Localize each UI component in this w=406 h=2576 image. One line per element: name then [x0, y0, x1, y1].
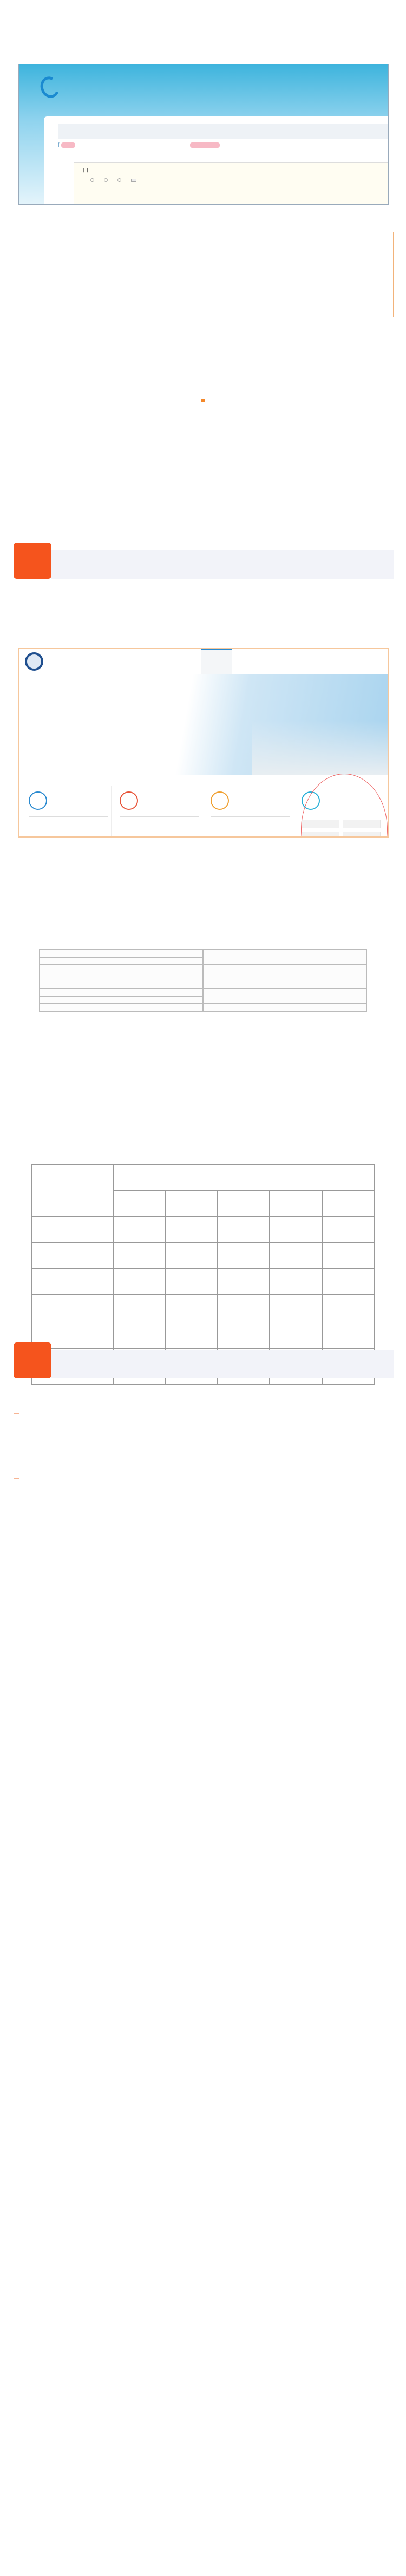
row-label — [32, 1268, 113, 1294]
nav-exam-news[interactable] — [232, 649, 262, 674]
table-cell — [203, 965, 366, 989]
rating-very-satisfied[interactable] — [90, 178, 96, 183]
jx-logo-icon — [37, 74, 62, 100]
rate-button[interactable] — [131, 179, 136, 182]
table-header — [218, 1190, 270, 1216]
table-row — [32, 1216, 374, 1242]
table-cell — [203, 1004, 366, 1011]
subject-tag-primary — [14, 1478, 19, 1479]
subject-tag-kindergarten — [14, 1413, 19, 1414]
table-cell — [40, 996, 203, 1004]
check-icon — [165, 1268, 217, 1294]
consult-panel — [44, 116, 388, 204]
table-row — [32, 1294, 374, 1348]
table-header — [32, 1164, 113, 1216]
section-number — [14, 543, 51, 579]
consult-number — [190, 142, 220, 148]
card-exam-intro[interactable] — [25, 786, 112, 838]
row-label — [32, 1294, 113, 1348]
check-icon — [218, 1294, 270, 1348]
check-icon — [113, 1216, 165, 1242]
table-row — [32, 1268, 374, 1294]
table-cell — [40, 950, 203, 957]
table-cell — [40, 965, 203, 989]
table-cell — [203, 989, 366, 1004]
table-cell — [203, 950, 366, 965]
rating-satisfied[interactable] — [104, 178, 110, 183]
consult-bar — [58, 124, 388, 139]
section-header-1 — [14, 543, 394, 579]
check-icon — [218, 1268, 270, 1294]
city-illustration — [252, 721, 388, 775]
check-icon — [270, 1294, 322, 1348]
ntce-header — [19, 649, 388, 674]
ntce-hero — [19, 674, 388, 775]
table-header — [322, 1190, 374, 1216]
check-icon — [165, 1294, 217, 1348]
card-registration-flow[interactable] — [207, 786, 293, 838]
table-header — [165, 1190, 217, 1216]
asker: [ — [58, 142, 75, 148]
ntce-emblem-icon — [25, 652, 43, 671]
nav-contact[interactable] — [353, 649, 383, 674]
table-row — [32, 1242, 374, 1268]
nav-faq[interactable] — [323, 649, 353, 674]
reply-box — [74, 162, 388, 204]
section-title — [51, 1350, 394, 1378]
card-schedule[interactable] — [116, 786, 202, 838]
table-cell — [40, 989, 203, 996]
schedule-title-text — [201, 399, 205, 402]
checkmark-icon — [120, 791, 138, 810]
reply-header: [ ] — [83, 168, 88, 173]
consult-quote-box — [14, 232, 394, 317]
card-desc — [120, 816, 199, 822]
rating-unsatisfied[interactable] — [117, 178, 123, 183]
ntce-nav — [201, 649, 383, 674]
table-header — [270, 1190, 322, 1216]
card-desc — [29, 816, 108, 822]
radio-icon[interactable] — [104, 178, 108, 182]
table-cell — [40, 957, 203, 965]
education-requirements-table — [39, 949, 367, 1012]
section-title — [51, 550, 394, 579]
schedule-title — [0, 395, 406, 404]
jiangxi-consult-screenshot — [18, 64, 389, 205]
ntce-site-screenshot — [18, 648, 389, 838]
rating-row — [83, 178, 379, 183]
radio-icon[interactable] — [117, 178, 121, 182]
table-header — [113, 1164, 374, 1190]
section-header-2 — [14, 1342, 394, 1378]
nav-home[interactable] — [201, 649, 232, 674]
check-icon — [165, 1242, 217, 1268]
section-number — [14, 1342, 51, 1378]
table-header — [113, 1190, 165, 1216]
radio-icon[interactable] — [90, 178, 94, 182]
nav-policy[interactable] — [262, 649, 292, 674]
row-label — [32, 1242, 113, 1268]
jiangxi-logo — [41, 76, 76, 98]
nav-downloads[interactable] — [292, 649, 323, 674]
redacted — [190, 142, 220, 148]
card-desc — [211, 816, 290, 822]
table-cell — [40, 1004, 203, 1011]
notebook-icon — [29, 791, 47, 810]
form-icon — [211, 791, 229, 810]
redacted — [61, 142, 75, 148]
highlight-circle — [301, 774, 388, 838]
row-label — [32, 1216, 113, 1242]
